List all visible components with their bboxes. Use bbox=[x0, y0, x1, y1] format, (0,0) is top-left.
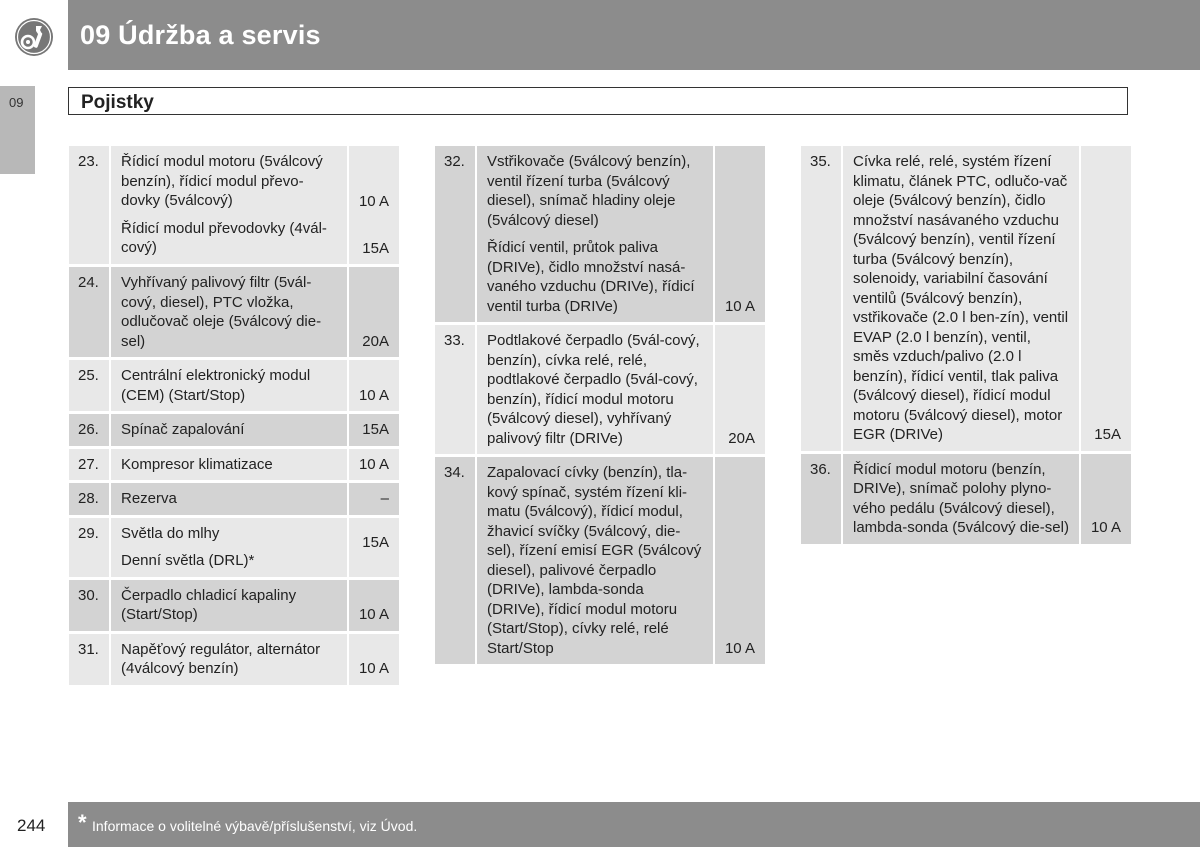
fuse-row bbox=[69, 267, 399, 357]
fuse-amperage-value: 10 A bbox=[724, 297, 755, 315]
page-number-box bbox=[0, 802, 68, 847]
fuse-row bbox=[801, 454, 1131, 544]
fuse-amperage-value: – bbox=[380, 490, 389, 507]
fuse-description-line: Vstřikovače (5válcový benzín), ventil řízení turba (5válcový diesel), snímač hladiny oleje (5válcový diesel) bbox=[487, 153, 691, 229]
fuse-amperage bbox=[349, 483, 399, 515]
fuse-description-line: Kompresor klimatizace bbox=[121, 455, 273, 473]
fuse-row bbox=[69, 146, 399, 264]
fuse-row bbox=[69, 634, 399, 685]
fuse-amperage bbox=[349, 634, 399, 685]
fuse-row bbox=[69, 360, 399, 411]
fuse-amperage-value: 15A bbox=[362, 533, 389, 551]
fuse-description bbox=[111, 634, 347, 685]
fuse-amperage-value: 15A bbox=[1094, 426, 1121, 443]
fuse-description bbox=[477, 325, 713, 454]
header-bar bbox=[68, 0, 1200, 70]
fuse-amperage bbox=[349, 580, 399, 631]
fuse-row bbox=[435, 457, 765, 664]
fuse-amperage bbox=[349, 146, 399, 264]
header-icon-box bbox=[0, 0, 68, 70]
fuse-row bbox=[69, 518, 399, 577]
fuse-amperage bbox=[349, 449, 399, 481]
footer-bar bbox=[68, 802, 1200, 847]
fuse-number: 24. bbox=[69, 267, 109, 357]
fuse-description bbox=[111, 414, 347, 446]
fuse-description-line: Napěťový regulátor, alternátor (4válcový benzín) bbox=[121, 640, 321, 677]
fuse-description-line: Vyhřívaný palivový filtr (5vál-cový, diesel), PTC vložka, odlučovač oleje (5válcový die-sel) bbox=[121, 274, 322, 350]
fuse-column-1 bbox=[69, 146, 399, 688]
fuse-number: 30. bbox=[69, 580, 109, 631]
fuse-description-line: Světla do mlhy bbox=[121, 524, 220, 542]
page-number: 244 bbox=[17, 816, 46, 835]
fuse-description-line: Čerpadlo chladicí kapaliny (Start/Stop) bbox=[121, 586, 297, 623]
fuse-amperage-value: 20A bbox=[362, 332, 389, 350]
fuse-number: 32. bbox=[435, 146, 475, 322]
fuse-amperage bbox=[1081, 146, 1131, 451]
fuse-description-line: Zapalovací cívky (benzín), tla-kový spínač, systém řízení kli-matu (5válcový), řídicí modul, žhavicí svíčky (5válcový, die-sel), řízení emisí EGR (5válcový diesel), palivové čerpadlo (DRIVe), lambda-sonda (DRIVe), řídicí modul motoru (Start/Stop), cívky relé, relé Start/Stop bbox=[487, 464, 702, 657]
fuse-row bbox=[435, 146, 765, 322]
fuse-number: 35. bbox=[801, 146, 841, 451]
fuse-amperage-value: 10 A bbox=[724, 639, 755, 657]
fuse-description bbox=[111, 518, 347, 577]
fuse-description bbox=[111, 580, 347, 631]
fuse-amperage-value: 10 A bbox=[1090, 519, 1121, 536]
fuse-number: 29. bbox=[69, 518, 109, 577]
fuse-number: 28. bbox=[69, 483, 109, 515]
fuse-description bbox=[111, 146, 347, 264]
fuse-amperage-value: 20A bbox=[728, 429, 755, 447]
fuse-description-line: Řídicí ventil, průtok paliva (DRIVe), čidlo množství nasá-vaného vzduchu (DRIVe), řídicí ventil turba (DRIVe) bbox=[487, 239, 695, 315]
chapter-tab-label: 09 bbox=[9, 95, 24, 110]
fuse-amperage bbox=[349, 267, 399, 357]
fuse-row bbox=[69, 483, 399, 515]
fuse-column-2 bbox=[435, 146, 765, 667]
fuse-amperage bbox=[1081, 454, 1131, 544]
fuse-amperage bbox=[349, 518, 399, 577]
fuse-amperage-value: 10 A bbox=[358, 660, 389, 677]
fuse-number: 31. bbox=[69, 634, 109, 685]
fuse-description bbox=[111, 449, 347, 481]
fuse-number: 33. bbox=[435, 325, 475, 454]
fuse-description-line: Řídicí modul motoru (5válcový benzín), řídicí modul převo-dovky (5válcový) bbox=[121, 153, 323, 209]
fuse-description bbox=[111, 267, 347, 357]
fuse-description-line: Podtlakové čerpadlo (5vál-cový, benzín), cívka relé, relé, podtlakové čerpadlo (5vál-cový, benzín), řídicí modul motoru (5válcový diesel), vyhřívaný palivový filtr (DRIVe) bbox=[487, 332, 700, 447]
fuse-description-line: Centrální elektronický modul (CEM) (Start/Stop) bbox=[121, 367, 311, 404]
fuse-amperage bbox=[715, 146, 765, 322]
fuse-number: 27. bbox=[69, 449, 109, 481]
section-header bbox=[68, 87, 1128, 115]
fuse-number: 25. bbox=[69, 360, 109, 411]
fuse-column-3 bbox=[801, 146, 1131, 547]
section-title: Pojistky bbox=[81, 92, 154, 113]
fuse-amperage-value: 15A bbox=[362, 421, 389, 438]
fuse-row bbox=[69, 580, 399, 631]
fuse-description bbox=[111, 483, 347, 515]
fuse-description bbox=[111, 360, 347, 411]
fuse-description bbox=[843, 454, 1079, 544]
fuse-amperage-value: 10 A bbox=[358, 455, 389, 473]
fuse-description-line: Řídicí modul motoru (benzín, DRIVe), snímač polohy plyno-vého pedálu (5válcový diesel), lambda-sonda (5válcový die-sel) bbox=[853, 460, 1069, 536]
fuse-description bbox=[477, 457, 713, 664]
fuse-description-line: Rezerva bbox=[121, 490, 177, 507]
fuse-number: 26. bbox=[69, 414, 109, 446]
fuse-description bbox=[477, 146, 713, 322]
fuse-description-line: Řídicí modul převodovky (4vál-cový) bbox=[121, 219, 327, 256]
fuse-amperage bbox=[349, 360, 399, 411]
fuse-amperage bbox=[715, 325, 765, 454]
fuse-amperage-value: 10 A bbox=[358, 192, 389, 210]
fuse-amperage bbox=[349, 414, 399, 446]
fuse-row bbox=[69, 414, 399, 446]
fuse-row bbox=[435, 325, 765, 454]
fuse-amperage-value: 15A bbox=[362, 239, 389, 257]
fuse-number: 34. bbox=[435, 457, 475, 664]
footnote-star: * bbox=[78, 810, 87, 835]
fuse-number: 23. bbox=[69, 146, 109, 264]
footnote-text: Informace o volitelné výbavě/příslušenství, viz Úvod. bbox=[92, 818, 418, 834]
chapter-title: 09 Údržba a servis bbox=[80, 20, 321, 50]
fuse-amperage-value: 10 A bbox=[358, 606, 389, 623]
fuse-row bbox=[801, 146, 1131, 451]
fuse-description-line: Cívka relé, relé, systém řízení klimatu, článek PTC, odlučo-vač oleje (5válcový benzín), čidlo množství nasávaného vzduchu (5válcový benzín), ventil řízení turba (5válcový benzín), solenoidy, variabilní časování ventilů (5válcový benzín), vstřikovače (2.0 l ben-zín), ventil EVAP (2.0 l benzín), ventil, směs vzduch/palivo (2.0 l benzín), řídicí ventil, tlak paliva (5válcový diesel), řídicí modul motoru (5válcový diesel), motor EGR (DRIVe) bbox=[853, 153, 1069, 443]
fuse-amperage bbox=[715, 457, 765, 664]
wrench-gear-icon bbox=[14, 17, 54, 57]
fuse-number: 36. bbox=[801, 454, 841, 544]
chapter-tab bbox=[0, 86, 35, 174]
fuse-description bbox=[843, 146, 1079, 451]
fuse-amperage-value: 10 A bbox=[358, 386, 389, 404]
fuse-description-line: Spínač zapalování bbox=[121, 421, 245, 438]
fuse-row bbox=[69, 449, 399, 481]
fuse-description-line: Denní světla (DRL)* bbox=[121, 552, 255, 569]
